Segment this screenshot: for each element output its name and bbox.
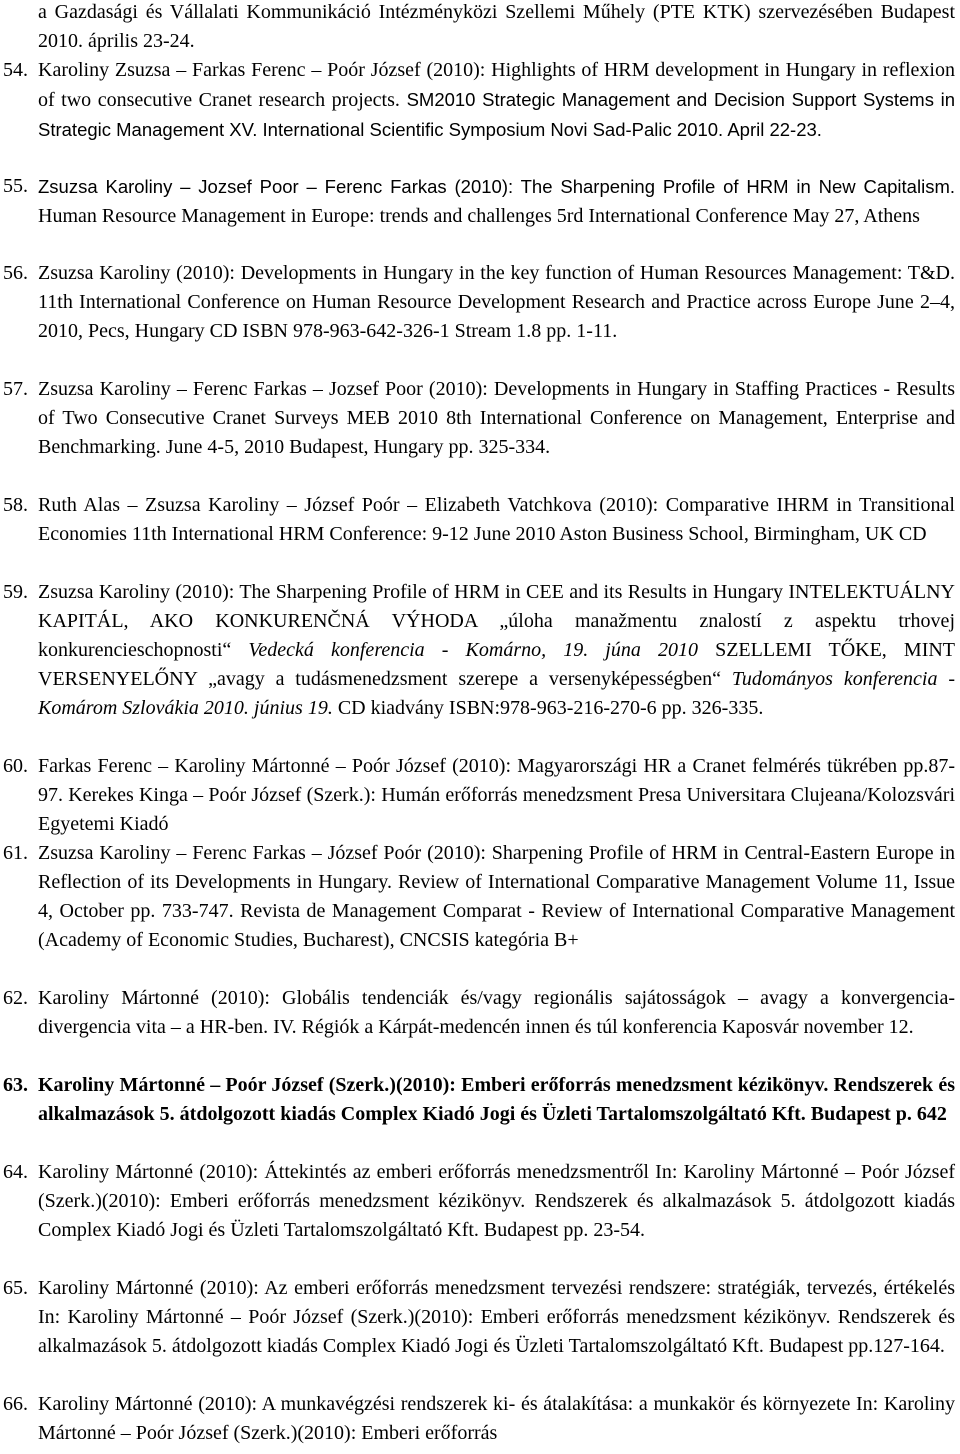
reference-61 [3, 839, 955, 955]
reference-text [38, 56, 955, 145]
reference-number: 55. [3, 175, 28, 197]
reference-text [38, 172, 955, 231]
reference-text: Zsuzsa Karoliny (2010): Developments in Hungary in the key function of Human Resources Management: T&D. 11th International Conference on Human Resource Development Research and Practice across Europe June 2–4, 2010, Pecs, Hungary CD ISBN 978-963-642-326-1 Stream 1.8 pp. 1-11. [38, 262, 955, 342]
reference-part: Farkas Ferenc – Karoliny Mártonné – Poór József (2010): Magyarországi HR a Cranet felmérés tükrében pp.87-97. [38, 755, 955, 806]
reference-part: CD kiadvány ISBN:978-963-216-270-6 pp. 326-335. [332, 697, 764, 719]
reference-58 [3, 491, 955, 549]
reference-text: Karoliny Mártonné (2010): Áttekintés az emberi erőforrás menedzsmentről In: Karoliny Mártonné – Poór József (Szerk.)(2010): Emberi erőforrás menedzsment kézikönyv. Rendszerek és alkalmazások 5. átdolgozott kiadás Complex Kiadó Jogi és Üzleti Tartalomszolgáltató Kft. Budapest pp. 23-54. [38, 1161, 955, 1241]
reference-62 [3, 984, 955, 1042]
reference-number: 65. [3, 1277, 28, 1299]
reference-number: 59. [3, 581, 28, 603]
reference-57 [3, 375, 955, 462]
reference-part: SZELLEMI TŐKE, MINT VERSENYELŐNY „avagy a tudásmenedzsment szerepe a versenyképességben“ [38, 639, 956, 690]
reference-55 [3, 172, 955, 231]
reference-text: a Gazdasági és Vállalati Kommunikáció Intézményközi Szellemi Műhely (PTE KTK) szervezésében Budapest 2010. április 23-24. [38, 1, 955, 52]
reference-venue: SM2010 Strategic Management and Decision Support Systems in Strategic Management XV. International Scientific Symposium Novi Sad-Palic 2010. April 22-23. [38, 89, 956, 140]
reference-number: 63. [3, 1074, 28, 1096]
reference-text [38, 578, 955, 723]
reference-number: 61. [3, 842, 28, 864]
reference-63 [3, 1071, 955, 1129]
reference-56 [3, 259, 955, 346]
reference-number: 54. [3, 59, 28, 81]
reference-number: 57. [3, 378, 28, 400]
reference-60 [3, 752, 955, 839]
reference-number: 60. [3, 755, 28, 777]
reference-66 [3, 1390, 955, 1448]
reference-number: 66. [3, 1393, 28, 1415]
reference-number: 58. [3, 494, 28, 516]
reference-text: Ruth Alas – Zsuzsa Karoliny – József Poór – Elizabeth Vatchkova (2010): Comparative IHRM in Transitional Economies 11th International HRM Conference: 9-12 June 2010 Aston Business School, Birmingham, UK CD [38, 494, 955, 545]
reference-59 [3, 578, 955, 723]
reference-54 [3, 56, 955, 145]
reference-part: Zsuzsa Karoliny (2010): The Sharpening Profile of HRM in CEE and its Results in Hungary INTELEKTUÁLNY KAPITÁL, AKO KONKURENČNÁ VÝHODA „úloha manažmentu znalostí z aspektu trhovej konkurencieschopnosti“ [38, 581, 955, 661]
reference-text: Karoliny Mártonné (2010): Az emberi erőforrás menedzsment tervezési rendszere: stratégiák, tervezés, értékelés In: Karoliny Mártonné – Poór József (Szerk.)(2010): Emberi erőforrás menedzsment kézikönyv. Rendszerek és alkalmazások 5. átdolgozott kiadás Complex Kiadó Jogi és Üzleti Tartalomszolgáltató Kft. Budapest pp.127-164. [38, 1277, 955, 1357]
reference-authors-title: Karoliny Zsuzsa – Farkas Ferenc – Poór József (2010): Highlights of HRM development in Hungary in reflexion of two consecutive Cranet research projects. [38, 59, 955, 111]
reference-text [38, 752, 955, 839]
reference-part: Kerekes Kinga – Poór József (Szerk.): Humán erőforrás menedzsment Presa Universitara Clujeana/Kolozsvári Egyetemi Kiadó [38, 784, 955, 835]
reference-text: Zsuzsa Karoliny – Ferenc Farkas – Jozsef Poor (2010): Developments in Hungary in Staffing Practices - Results of Two Consecutive Cranet Surveys MEB 2010 8th International Conference on Management, Enterprise and Benchmarking. June 4-5, 2010 Budapest, Hungary pp. 325-334. [38, 378, 955, 458]
reference-text: Karoliny Mártonné (2010): A munkavégzési rendszerek ki- és átalakítása: a munkakör és környezete In: Karoliny Mártonné – Poór József (Szerk.)(2010): Emberi erőforrás [38, 1393, 955, 1444]
reference-number: 62. [3, 987, 28, 1009]
reference-64 [3, 1158, 955, 1245]
reference-part-italic: Vedecká konferencia - Komárno, 19. júna 2010 [248, 639, 698, 661]
reference-number: 64. [3, 1161, 28, 1183]
reference-continuation [3, 0, 955, 56]
reference-number: 56. [3, 262, 28, 284]
reference-authors-title: Zsuzsa Karoliny – Jozsef Poor – Ferenc Farkas (2010): The Sharpening Profile of HRM in New Capitalism. [38, 176, 955, 197]
reference-text: Karoliny Mártonné (2010): Globális tendenciák és/vagy regionális sajátosságok – avagy a konvergencia-divergencia vita – a HR-ben. IV. Régiók a Kárpát-medencén innen és túl konferencia Kaposvár november 12. [38, 987, 955, 1038]
reference-65 [3, 1274, 955, 1361]
reference-part-italic: Tudományos konferencia - Komárom Szlovákia 2010. június 19. [38, 668, 955, 719]
reference-venue: Human Resource Management in Europe: trends and challenges 5rd International Conference May 27, Athens [38, 205, 920, 227]
reference-text: Karoliny Mártonné – Poór József (Szerk.)(2010): Emberi erőforrás menedzsment kézikönyv. Rendszerek és alkalmazások 5. átdolgozott kiadás Complex Kiadó Jogi és Üzleti Tartalomszolgáltató Kft. Budapest p. 642 [38, 1074, 955, 1125]
reference-text: Zsuzsa Karoliny – Ferenc Farkas – József Poór (2010): Sharpening Profile of HRM in Central-Eastern Europe in Reflection of its Developments in Hungary. Review of International Comparative Management Volume 11, Issue 4, October pp. 733-747. Revista de Management Comparat - Review of International Comparative Management (Academy of Economic Studies, Bucharest), CNCSIS kategória B+ [38, 842, 955, 951]
